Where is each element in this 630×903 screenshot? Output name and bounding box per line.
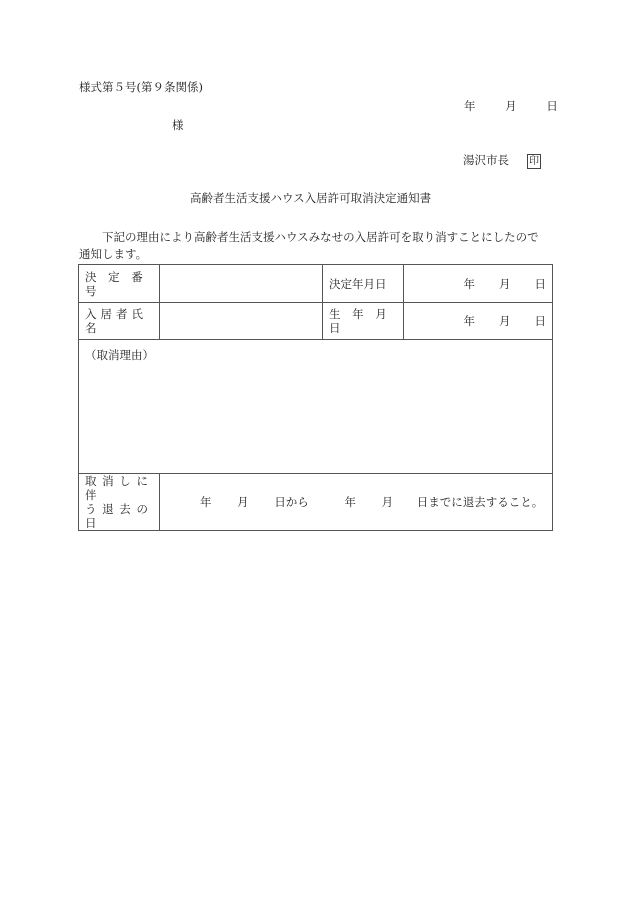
month-label: 月 bbox=[499, 276, 511, 291]
vacate-until: 日までに退去すること。 bbox=[416, 495, 544, 509]
vacate-year2: 年 bbox=[344, 495, 356, 509]
day-label: 日 bbox=[534, 314, 546, 328]
resident-name-field[interactable] bbox=[160, 303, 323, 340]
notice-table bbox=[78, 264, 553, 531]
header-date bbox=[464, 99, 558, 113]
reason-field[interactable] bbox=[79, 340, 553, 474]
document-title: 高齢者生活支援ハウス入居許可取消決定通知書 bbox=[190, 191, 432, 205]
decision-number-label: 決 定 番 号 bbox=[79, 265, 160, 303]
year-label: 年 bbox=[463, 314, 475, 328]
vacate-label-line2: う 退 去 の 日 bbox=[85, 502, 149, 530]
vacate-from: 日から bbox=[274, 495, 309, 509]
vacate-label-line1: 取 消 し に 伴 bbox=[85, 474, 149, 502]
resident-name-label: 入居者氏名 bbox=[79, 303, 160, 340]
issuer: 湯沢市長 bbox=[463, 153, 509, 167]
decision-date-label: 決定年月日 bbox=[323, 265, 404, 303]
vacate-month: 月 bbox=[237, 495, 249, 509]
birth-date-field[interactable] bbox=[404, 303, 553, 340]
issuer-line bbox=[463, 153, 541, 169]
decision-date-field[interactable] bbox=[404, 265, 553, 303]
addressee-suffix: 様 bbox=[172, 118, 184, 132]
vacate-date-label bbox=[79, 474, 160, 531]
form-number: 様式第５号(第９条関係) bbox=[79, 80, 203, 94]
vacate-month2: 月 bbox=[381, 495, 394, 509]
month-label: 月 bbox=[499, 314, 511, 328]
seal-icon: 印 bbox=[529, 156, 539, 167]
body-text-line1: 下記の理由により高齢者生活支援ハウスみなせの入居許可を取り消すことにしたので bbox=[102, 230, 539, 244]
day-label: 日 bbox=[546, 99, 558, 113]
decision-number-field[interactable] bbox=[160, 265, 323, 303]
reason-label: （取消理由） bbox=[85, 348, 154, 362]
vacate-date-field[interactable] bbox=[160, 474, 553, 531]
birth-date-label: 生 年 月 日 bbox=[323, 303, 404, 340]
body-text-line2: 通知します。 bbox=[79, 247, 148, 261]
year-label: 年 bbox=[463, 276, 475, 291]
month-label: 月 bbox=[505, 99, 517, 113]
vacate-year: 年 bbox=[200, 495, 212, 509]
day-label: 日 bbox=[534, 276, 546, 291]
year-label: 年 bbox=[464, 99, 476, 113]
